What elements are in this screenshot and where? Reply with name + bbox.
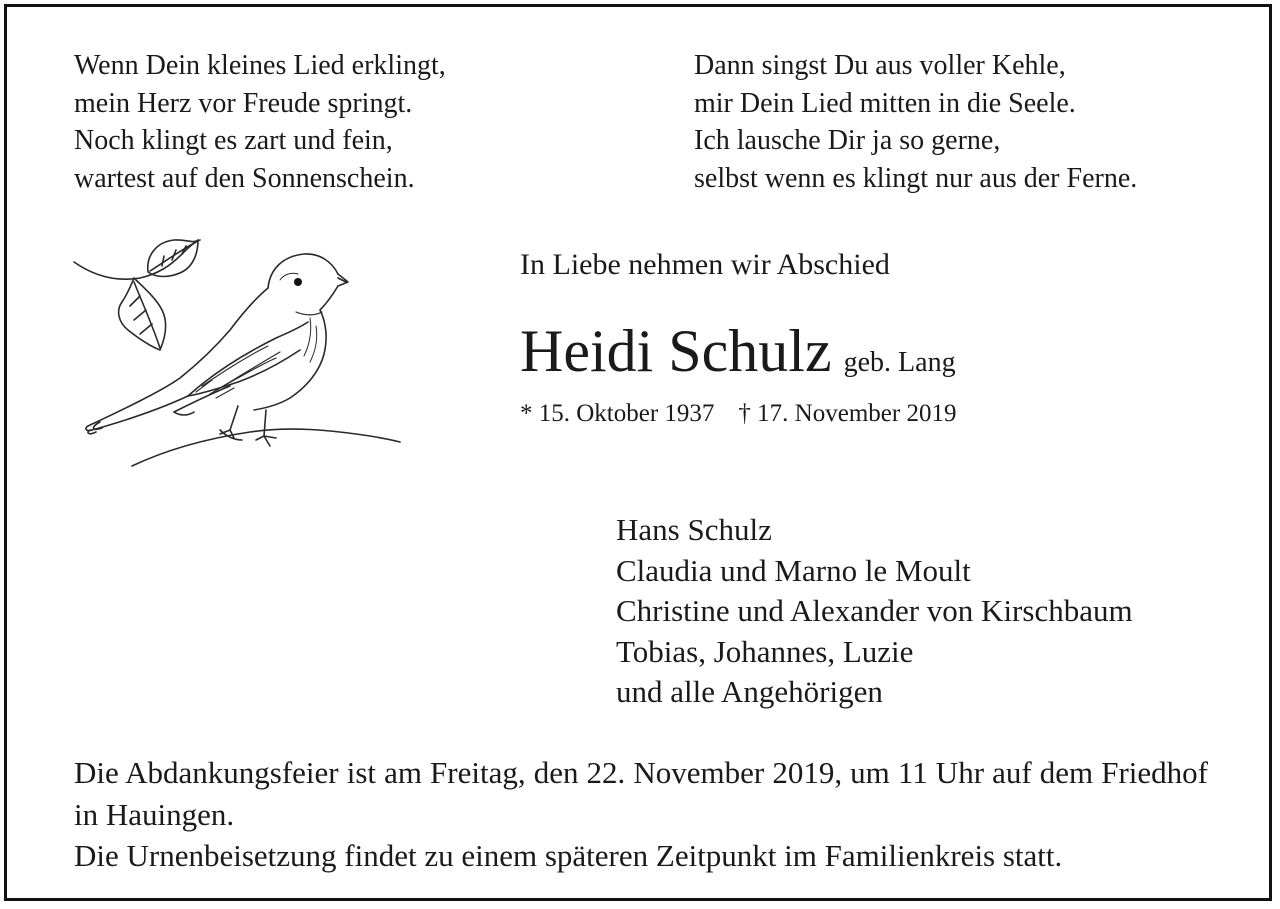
poem-line: wartest auf den Sonnenschein. xyxy=(74,162,415,194)
poem-right-stanza xyxy=(694,47,1137,197)
mourner-entry: Hans Schulz xyxy=(616,512,772,547)
ceremony-details: Die Abdankungsfeier ist am Freitag, den 22. November 2019, um 11 Uhr auf dem Friedhof in Hauingen. xyxy=(74,755,1208,832)
mourner-entry: und alle Angehörigen xyxy=(616,674,883,709)
robin-bird-illustration-icon xyxy=(70,226,402,470)
farewell-intro: In Liebe nehmen wir Abschied xyxy=(520,248,890,281)
poem-line: Noch klingt es zart und fein, xyxy=(74,125,393,156)
maiden-name: geb. Lang xyxy=(843,347,956,378)
poem-line: selbst wenn es klingt nur aus der Ferne. xyxy=(694,162,1138,194)
mourner-entry: Tobias, Johannes, Luzie xyxy=(616,633,914,669)
mourner-entry: Christine und Alexander von Kirschbaum xyxy=(616,593,1133,628)
death-date: † 17. November 2019 xyxy=(738,400,957,427)
burial-details: Die Urnenbeisetzung findet zu einem späteren Zeitpunkt im Familienkreis statt. xyxy=(74,838,1063,873)
poem-line: Dann singst Du aus voller Kehle, xyxy=(694,50,1066,81)
life-dates xyxy=(520,400,956,428)
deceased-name-line xyxy=(520,316,956,386)
mourner-entry: Claudia und Marno le Moult xyxy=(616,552,971,588)
ceremony-notice xyxy=(74,752,1208,877)
mourners-list xyxy=(616,510,1133,713)
birth-date: * 15. Oktober 1937 xyxy=(520,400,715,427)
poem-line: Wenn Dein kleines Lied erklingt, xyxy=(74,50,446,81)
poem-line: mein Herz vor Freude springt. xyxy=(74,87,413,119)
poem-left-stanza xyxy=(74,47,446,197)
poem-line: mir Dein Lied mitten in die Seele. xyxy=(694,87,1076,119)
deceased-name: Heidi Schulz xyxy=(520,318,832,384)
poem-line: Ich lausche Dir ja so gerne, xyxy=(694,125,1001,156)
